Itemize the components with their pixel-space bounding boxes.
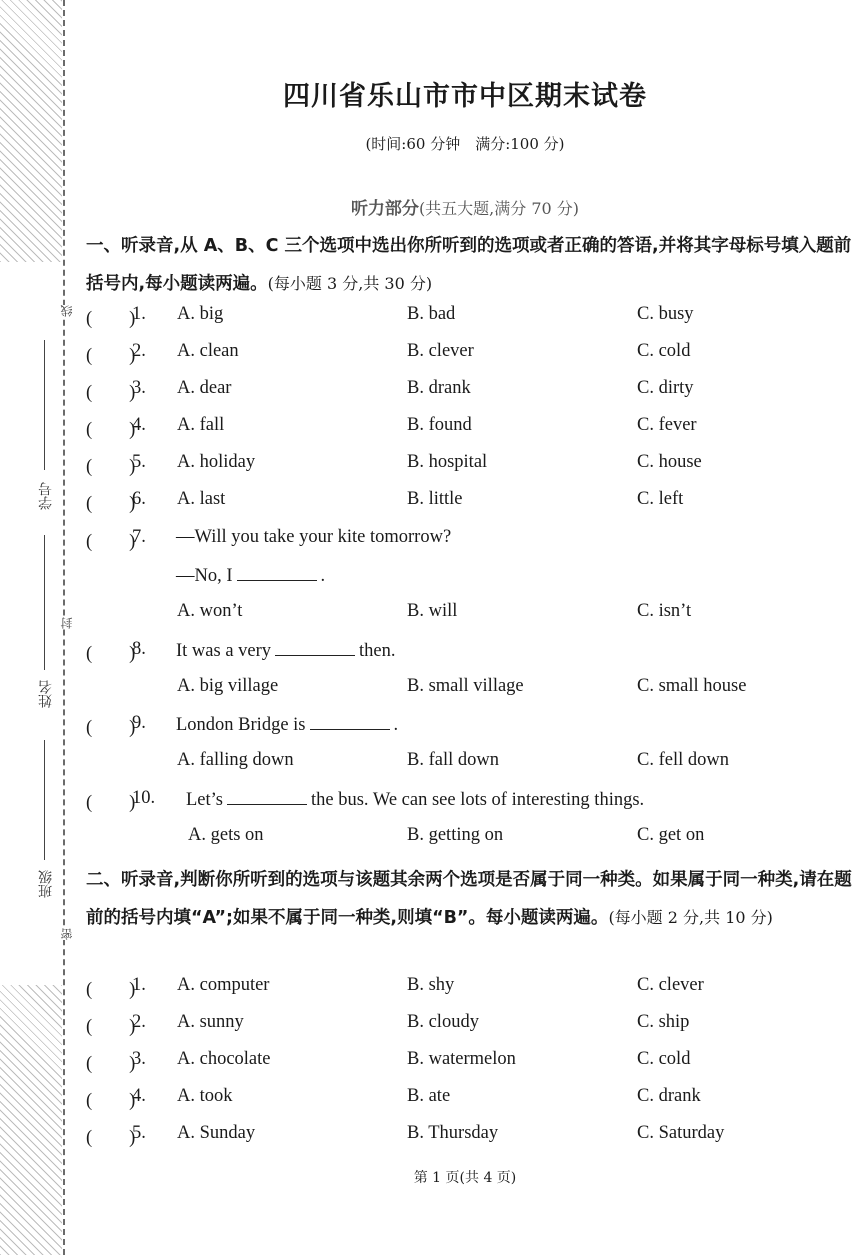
option-c: C. get on [637,825,705,845]
option-b: B. small village [407,676,524,696]
question-row [86,527,856,564]
stem-text: Let’s [186,790,223,810]
section2-heading [86,862,854,937]
question-number: 7. [132,527,146,547]
question-row [86,304,856,341]
answer-paren[interactable]: ( ) [86,718,136,738]
option-b: B. cloudy [407,1012,479,1032]
stem-text: It was a very [176,641,272,661]
answer-paren[interactable]: ( ) [86,980,136,1000]
question-number: 5. [132,452,146,472]
option-a: A. gets on [188,825,264,845]
answer-paren[interactable]: ( ) [86,494,136,514]
option-b: B. drank [407,378,471,398]
option-b: B. watermelon [407,1049,516,1069]
options-row [86,750,856,787]
option-c: C. house [637,452,702,472]
option-b: B. shy [407,975,455,995]
option-b: B. found [407,415,472,435]
binding-mark-seal: 密 [60,928,74,940]
option-c: C. small house [637,676,747,696]
option-b: B. clever [407,341,474,361]
question-number: 3. [132,1049,146,1069]
question-stem-row [86,564,856,601]
class-field[interactable] [44,740,45,860]
question-row [86,415,856,452]
name-label: 姓名 [38,680,54,708]
answer-blank[interactable] [275,639,355,656]
question-row [86,489,856,526]
answer-paren[interactable]: ( ) [86,1091,136,1111]
option-b: B. ate [407,1086,451,1106]
part-title [70,194,860,219]
option-c: C. cold [637,1049,691,1069]
stem-text: then. [359,641,396,661]
stem-text: . [393,715,399,735]
stem-text: —No, I [176,566,233,586]
option-c: C. ship [637,1012,690,1032]
section2-note: (每小题 2 分,共 10 分) [608,908,773,927]
answer-paren[interactable]: ( ) [86,346,136,366]
question-row [86,1123,856,1160]
option-c: C. clever [637,975,704,995]
option-b: B. fall down [407,750,499,770]
answer-paren[interactable]: ( ) [86,457,136,477]
section2-instructions: 二、听录音,判断你所听到的选项与该题其余两个选项是否属于同一种类。如果属于同一种类,请在题前的括号内填“A”;如果不属于同一种类,则填“B”。每小题读两遍。 [86,870,852,928]
question-row [86,341,856,378]
question-number: 4. [132,415,146,435]
question-stem [176,564,325,587]
answer-paren[interactable]: ( ) [86,420,136,440]
question-stem: —Will you take your kite tomorrow? [176,527,452,547]
question-number: 1. [132,975,146,995]
answer-paren[interactable]: ( ) [86,1017,136,1037]
class-label: 班级 [38,870,54,898]
question-row [86,1086,856,1123]
student-no-field[interactable] [44,340,45,470]
question-stem [186,788,644,811]
option-c: C. cold [637,341,691,361]
answer-paren[interactable]: ( ) [86,532,136,552]
option-a: A. big village [177,676,279,696]
options-row [86,676,856,713]
question-number: 6. [132,489,146,509]
question-row [86,452,856,489]
option-a: A. took [177,1086,233,1106]
answer-paren[interactable]: ( ) [86,793,136,813]
section1-instructions: 一、听录音,从 A、B、C 三个选项中选出你所听到的选项或者正确的答语,并将其字母标号填入题前括号内,每小题读两遍。 [86,236,852,294]
question-number: 5. [132,1123,146,1143]
option-a: A. falling down [177,750,294,770]
question-number: 3. [132,378,146,398]
binding-hatch-top [0,0,62,262]
section1-heading [86,228,854,303]
option-a: A. Sunday [177,1123,256,1143]
question-number: 2. [132,1012,146,1032]
binding-mark-feng: 封 [60,617,74,629]
option-a: A. dear [177,378,232,398]
question-row [86,788,856,825]
option-a: A. clean [177,341,239,361]
option-a: A. holiday [177,452,256,472]
option-c: C. dirty [637,378,694,398]
stem-text: . [320,566,326,586]
option-a: A. won’t [177,601,243,621]
options-row [86,825,856,862]
student-no-label: 学号 [38,482,54,510]
options-row [86,601,856,638]
option-a: A. sunny [177,1012,244,1032]
answer-paren[interactable]: ( ) [86,383,136,403]
question-number: 8. [132,639,146,659]
binding-hatch-bottom [0,985,62,1255]
option-b: B. hospital [407,452,488,472]
answer-blank[interactable] [310,713,390,730]
binding-mark-line: 线 [60,305,74,317]
name-field[interactable] [44,535,45,670]
option-c: C. fell down [637,750,729,770]
section1-note: (每小题 3 分,共 30 分) [267,274,433,293]
answer-paren[interactable]: ( ) [86,309,136,329]
exam-title: 四川省乐山市市中区期末试卷 [283,81,647,112]
page-footer: 第 1 页(共 4 页) [413,1170,517,1186]
question-row [86,1049,856,1086]
part-note: (共五大题,满分 70 分) [418,199,580,218]
question-row [86,975,856,1012]
answer-blank[interactable] [227,788,307,805]
option-b: B. getting on [407,825,504,845]
option-a: A. computer [177,975,270,995]
option-c: C. busy [637,304,694,324]
question-stem [176,713,398,736]
question-number: 10. [132,788,156,808]
question-number: 1. [132,304,146,324]
option-c: C. drank [637,1086,701,1106]
stem-text: London Bridge is [176,715,306,735]
question-number: 9. [132,713,146,733]
question-stem [176,639,396,662]
option-a: A. chocolate [177,1049,271,1069]
option-b: B. little [407,489,463,509]
question-row [86,639,856,676]
answer-paren[interactable]: ( ) [86,1054,136,1074]
exam-subtitle: (时间:60 分钟 满分:100 分) [365,135,565,153]
option-a: A. fall [177,415,225,435]
option-c: C. fever [637,415,697,435]
question-row [86,713,856,750]
option-b: B. bad [407,304,456,324]
answer-paren[interactable]: ( ) [86,1128,136,1148]
option-a: A. big [177,304,224,324]
option-b: B. Thursday [407,1123,499,1143]
answer-paren[interactable]: ( ) [86,644,136,664]
question-number: 4. [132,1086,146,1106]
option-c: C. left [637,489,684,509]
question-row [86,378,856,415]
question-row [86,1012,856,1049]
option-b: B. will [407,601,458,621]
answer-blank[interactable] [237,564,317,581]
question-number: 2. [132,341,146,361]
option-c: C. Saturday [637,1123,725,1143]
stem-text: the bus. We can see lots of interesting things. [311,790,645,810]
option-c: C. isn’t [637,601,692,621]
part-title-text: 听力部分 [350,199,419,219]
option-a: A. last [177,489,226,509]
